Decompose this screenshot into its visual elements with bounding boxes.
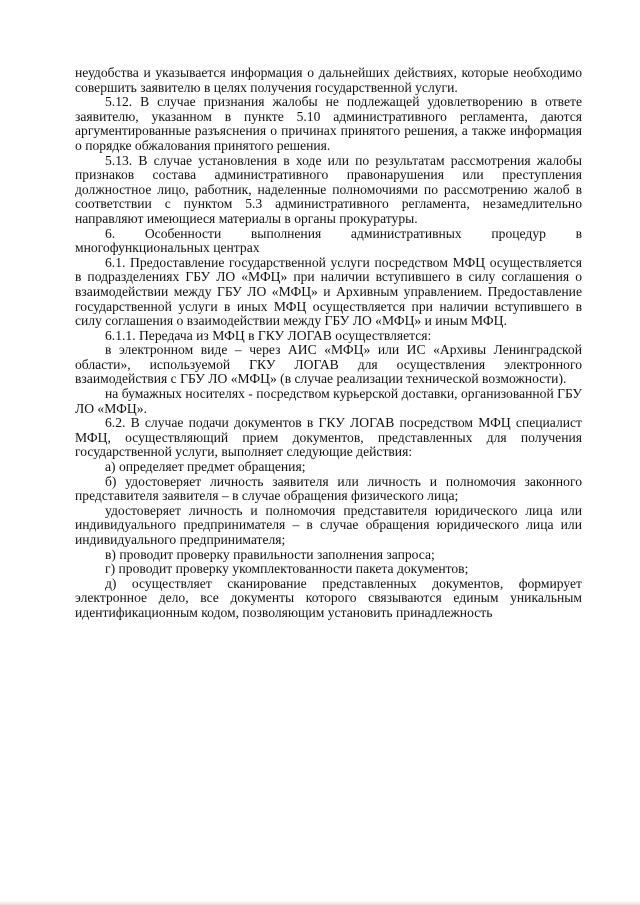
paragraph-electronic-transfer: в электронном виде – через АИС «МФЦ» или ИС «Архивы Ленинградской области», используемой ГКУ ЛОГАВ для осуществления электронного взаимодействия с ГБУ ЛО «МФЦ» (в случае реализации технической возможности). <box>75 342 582 387</box>
paragraph-5-12: 5.12. В случае признания жалобы не подлежащей удовлетворению в ответе заявителю, указанном в пункте 5.10 административного регламента, даются аргументированные разъяснения о причинах принятого решения, а также информация о порядке обжалования принятого решения. <box>75 94 582 153</box>
list-item-g: г) проводит проверку укомплектованности пакета документов; <box>105 561 469 577</box>
paragraph-6-1: 6.1. Предоставление государственной услуги посредством МФЦ осуществляется в подразделениях ГБУ ЛО «МФЦ» при наличии вступившего в силу соглашения о взаимодействии между ГБУ ЛО «МФЦ» и Архивным управлением. Предоставление государственной услуги в иных МФЦ осуществляется при наличии вступившего в силу соглашения о взаимодействии между ГБУ ЛО «МФЦ» и иным МФЦ. <box>75 254 582 329</box>
paragraph-continuation: неудобства и указывается информация о дальнейших действиях, которые необходимо совершить заявителю в целях получения государственной услуги. <box>75 65 582 95</box>
paragraph-5-13: 5.13. В случае установления в ходе или по результатам рассмотрения жалобы признаков состава административного правонарушения или преступления должностное лицо, работник, наделенные полномочиями по рассмотрению жалоб в соответствии с пунктом 5.3 административного регламента, незамедлительно направляют имеющиеся материалы в органы прокуратуры. <box>75 152 582 226</box>
list-item-a: а) определяет предмет обращения; <box>105 459 306 475</box>
scan-bottom-edge <box>0 901 640 905</box>
paragraph-6-2: 6.2. В случае подачи документов в ГКУ ЛОГАВ посредством МФЦ специалист МФЦ, осуществляющий прием документов, представленных для получения государственной услуги, выполняет следующие действия: <box>75 415 582 460</box>
list-item-b: б) удостоверяет личность заявителя или личность и полномочия законного представителя заявителя – в случае обращения физического лица; <box>75 473 582 504</box>
list-item-d: д) осуществляет сканирование представленных документов, формирует электронное дело, все документы которого связываются единым уникальным идентификационным кодом, позволяющим установить принадлежность <box>75 575 582 620</box>
paragraph-paper-transfer: на бумажных носителях - посредством курьерской доставки, организованной ГБУ ЛО «МФЦ». <box>75 386 582 416</box>
section-6-heading: 6. Особенности выполнения административных процедур в многофункциональных центрах <box>75 225 582 256</box>
list-item-v: в) проводит проверку правильности заполнения запроса; <box>105 546 435 562</box>
paragraph-6-1-1: 6.1.1. Передача из МФЦ в ГКУ ЛОГАВ осуществляется: <box>105 327 432 343</box>
list-item-b-continued: удостоверяет личность и полномочия представителя юридического лица или индивидуального предпринимателя – в случае обращения юридического лица или индивидуального предпринимателя; <box>75 502 582 547</box>
